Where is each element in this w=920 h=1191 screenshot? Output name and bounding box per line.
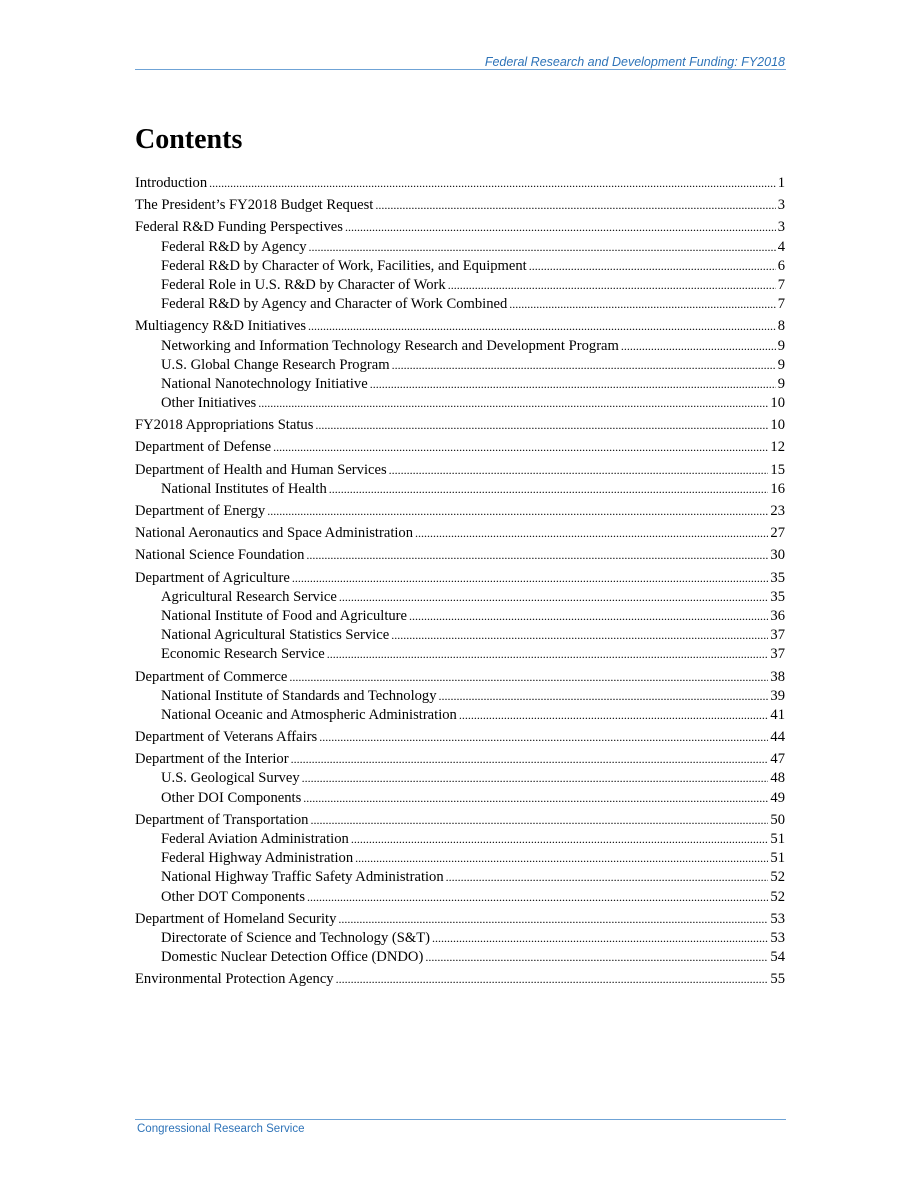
toc-dot-leader (415, 525, 768, 542)
toc-entry-page: 53 (770, 929, 785, 946)
toc-entry-label: Agricultural Research Service (161, 588, 337, 605)
toc-entry[interactable] (135, 751, 785, 770)
toc-entry[interactable] (135, 357, 785, 376)
toc-entry-label: National Agricultural Statistics Service (161, 627, 390, 644)
toc-entry-page: 51 (770, 831, 785, 847)
toc-entry[interactable] (135, 812, 785, 831)
toc-entry-label: Federal Aviation Administration (161, 831, 349, 847)
toc-entry-label: Networking and Information Technology Research and Development Program (161, 337, 619, 354)
toc-entry[interactable] (135, 525, 785, 544)
toc-entry[interactable] (135, 770, 785, 789)
toc-dot-leader (273, 439, 768, 456)
toc-entry-page: 9 (777, 375, 785, 392)
toc-entry-label: Other DOI Components (161, 789, 302, 806)
toc-dot-leader (370, 376, 776, 393)
toc-dot-leader (289, 669, 768, 686)
toc-entry[interactable] (135, 850, 785, 869)
toc-entry[interactable] (135, 481, 785, 500)
toc-entry-label: National Aeronautics and Space Administration (135, 525, 414, 542)
toc-entry[interactable] (135, 296, 785, 315)
toc-entry[interactable] (135, 175, 785, 194)
toc-entry-page: 51 (770, 850, 785, 867)
toc-entry-label: National Institute of Standards and Technology (161, 687, 437, 704)
toc-entry-label: Other Initiatives (161, 395, 257, 412)
toc-entry[interactable] (135, 197, 785, 216)
toc-dot-leader (409, 608, 768, 625)
running-header: Federal Research and Development Funding: FY2018 (484, 55, 785, 69)
toc-entry-label: Department of Energy (135, 503, 266, 519)
toc-entry[interactable] (135, 831, 785, 850)
toc-entry-page: 9 (777, 337, 785, 354)
toc-dot-leader (432, 930, 768, 947)
toc-entry-page: 50 (770, 811, 785, 828)
toc-entry-page: 41 (770, 706, 785, 723)
toc-entry-page: 39 (770, 687, 785, 704)
toc-entry-label: National Institute of Food and Agriculture (161, 607, 408, 624)
toc-dot-leader (291, 751, 769, 768)
toc-dot-leader (345, 219, 776, 236)
toc-dot-leader (392, 357, 776, 374)
toc-entry-label: National Science Foundation (135, 547, 305, 564)
toc-entry[interactable] (135, 338, 785, 357)
toc-entry[interactable] (135, 277, 785, 296)
toc-entry-page: 10 (770, 417, 785, 434)
toc-entry-page: 7 (777, 296, 785, 313)
toc-entry[interactable] (135, 439, 785, 458)
toc-entry-page: 35 (770, 569, 785, 586)
toc-entry-label: Federal R&D by Character of Work, Facilities, and Equipment (161, 257, 527, 274)
toc-entry-page: 4 (777, 238, 785, 255)
toc-entry[interactable] (135, 911, 785, 930)
toc-dot-leader (336, 971, 769, 988)
toc-dot-leader (509, 296, 775, 313)
toc-entry-page: 55 (770, 971, 785, 988)
toc-entry[interactable] (135, 608, 785, 627)
toc-entry-page: 15 (770, 461, 785, 478)
toc-entry[interactable] (135, 646, 785, 665)
toc-entry-page: 10 (770, 395, 785, 412)
toc-entry-page: 44 (770, 729, 785, 746)
footer-organization: Congressional Research Service (137, 1123, 305, 1135)
toc-entry-page: 49 (770, 789, 785, 806)
toc-entry-page: 3 (777, 219, 785, 236)
toc-entry[interactable] (135, 570, 785, 589)
toc-dot-leader (425, 949, 768, 966)
toc-dot-leader (310, 812, 768, 829)
toc-dot-leader (319, 729, 768, 746)
toc-entry-label: FY2018 Appropriations Status (135, 417, 314, 434)
toc-entry-label: National Highway Traffic Safety Administration (161, 869, 444, 886)
toc-entry-label: U.S. Geological Survey (161, 770, 300, 787)
toc-entry[interactable] (135, 790, 785, 809)
toc-entry-label: Domestic Nuclear Detection Office (DNDO) (161, 949, 424, 966)
toc-entry-label: Department of Transportation (135, 811, 309, 828)
toc-entry-label: Economic Research Service (161, 646, 325, 663)
toc-entry-page: 53 (770, 910, 785, 927)
toc-entry-label: Federal Highway Administration (161, 850, 354, 867)
toc-entry-label: Department of Homeland Security (135, 910, 337, 927)
toc-dot-leader (375, 197, 775, 214)
table-of-contents (135, 175, 785, 991)
toc-dot-leader (339, 589, 769, 606)
toc-dot-leader (258, 395, 768, 412)
toc-entry[interactable] (135, 239, 785, 258)
toc-entry-label: The President’s FY2018 Budget Request (135, 197, 374, 214)
toc-entry-label: Introduction (135, 175, 208, 191)
toc-entry-label: Department of the Interior (135, 751, 289, 768)
toc-dot-leader (209, 175, 776, 192)
toc-entry[interactable] (135, 930, 785, 949)
toc-entry-page: 30 (770, 547, 785, 564)
toc-entry-page: 52 (770, 869, 785, 886)
toc-entry-page: 52 (770, 888, 785, 905)
toc-dot-leader (267, 503, 768, 520)
toc-entry-page: 27 (770, 525, 785, 542)
toc-dot-leader (389, 462, 769, 479)
toc-entry[interactable] (135, 669, 785, 688)
toc-entry-page: 16 (770, 480, 785, 497)
toc-entry-label: Department of Defense (135, 439, 272, 456)
toc-entry-page: 36 (770, 607, 785, 624)
toc-entry[interactable] (135, 395, 785, 414)
toc-dot-leader (308, 318, 776, 335)
toc-entry-label: Department of Agriculture (135, 569, 290, 586)
toc-entry-label: Department of Veterans Affairs (135, 729, 318, 746)
contents-heading: Contents (135, 124, 243, 155)
toc-dot-leader (307, 889, 768, 906)
toc-entry[interactable] (135, 971, 785, 990)
toc-entry-label: Department of Commerce (135, 668, 288, 685)
toc-dot-leader (303, 790, 768, 807)
toc-entry[interactable] (135, 376, 785, 395)
toc-dot-leader (529, 258, 776, 275)
toc-entry-label: Other DOT Components (161, 888, 306, 905)
toc-entry[interactable] (135, 589, 785, 608)
toc-entry-page: 54 (770, 949, 785, 966)
toc-dot-leader (338, 911, 768, 928)
toc-entry[interactable] (135, 417, 785, 436)
toc-entry-page: 35 (770, 588, 785, 605)
toc-entry-label: Directorate of Science and Technology (S&T) (161, 929, 431, 946)
toc-dot-leader (448, 277, 776, 294)
toc-dot-leader (327, 646, 769, 663)
toc-entry-page: 37 (770, 627, 785, 644)
toc-entry[interactable] (135, 869, 785, 888)
toc-dot-leader (315, 417, 768, 434)
toc-entry[interactable] (135, 318, 785, 337)
toc-entry-label: National Nanotechnology Initiative (161, 375, 368, 392)
toc-dot-leader (439, 688, 769, 705)
toc-dot-leader (355, 850, 768, 867)
toc-entry-label: National Institutes of Health (161, 480, 327, 497)
toc-entry[interactable] (135, 462, 785, 481)
toc-dot-leader (292, 570, 769, 587)
toc-dot-leader (446, 869, 769, 886)
toc-entry-label: Federal R&D by Agency (161, 238, 307, 255)
toc-entry-label: Department of Health and Human Services (135, 461, 387, 478)
footer-divider (135, 1119, 786, 1120)
toc-dot-leader (309, 239, 776, 256)
toc-entry-page: 3 (777, 197, 785, 214)
toc-dot-leader (329, 481, 769, 498)
toc-entry-label: Environmental Protection Agency (135, 971, 334, 988)
toc-entry[interactable] (135, 627, 785, 646)
toc-entry-page: 8 (777, 318, 785, 335)
toc-dot-leader (391, 627, 768, 644)
toc-entry[interactable] (135, 547, 785, 566)
toc-entry-page: 7 (777, 276, 785, 293)
toc-entry[interactable] (135, 688, 785, 707)
toc-entry[interactable] (135, 889, 785, 908)
toc-entry-page: 47 (770, 751, 785, 768)
toc-entry-label: National Oceanic and Atmospheric Administration (161, 706, 457, 723)
toc-entry-page: 6 (777, 257, 785, 274)
header-divider (135, 69, 786, 70)
toc-dot-leader (459, 707, 769, 724)
toc-entry-page: 38 (770, 668, 785, 685)
toc-entry-page: 9 (777, 356, 785, 373)
toc-entry-page: 12 (770, 439, 785, 456)
toc-entry-label: Multiagency R&D Initiatives (135, 318, 307, 335)
toc-dot-leader (302, 770, 769, 787)
toc-entry[interactable] (135, 949, 785, 968)
toc-entry[interactable] (135, 219, 785, 238)
toc-entry-label: Federal R&D by Agency and Character of Work Combined (161, 296, 508, 313)
toc-dot-leader (306, 547, 768, 564)
toc-entry[interactable] (135, 707, 785, 726)
toc-entry[interactable] (135, 503, 785, 522)
toc-dot-leader (621, 338, 776, 355)
toc-entry[interactable] (135, 258, 785, 277)
toc-dot-leader (351, 831, 769, 848)
toc-entry-label: U.S. Global Change Research Program (161, 356, 390, 373)
toc-entry-page: 1 (777, 175, 785, 191)
toc-entry-page: 23 (770, 503, 785, 519)
toc-entry-label: Federal R&D Funding Perspectives (135, 219, 343, 236)
toc-entry-page: 48 (770, 770, 785, 787)
toc-entry[interactable] (135, 729, 785, 748)
toc-entry-label: Federal Role in U.S. R&D by Character of Work (161, 276, 446, 293)
toc-entry-page: 37 (770, 646, 785, 663)
